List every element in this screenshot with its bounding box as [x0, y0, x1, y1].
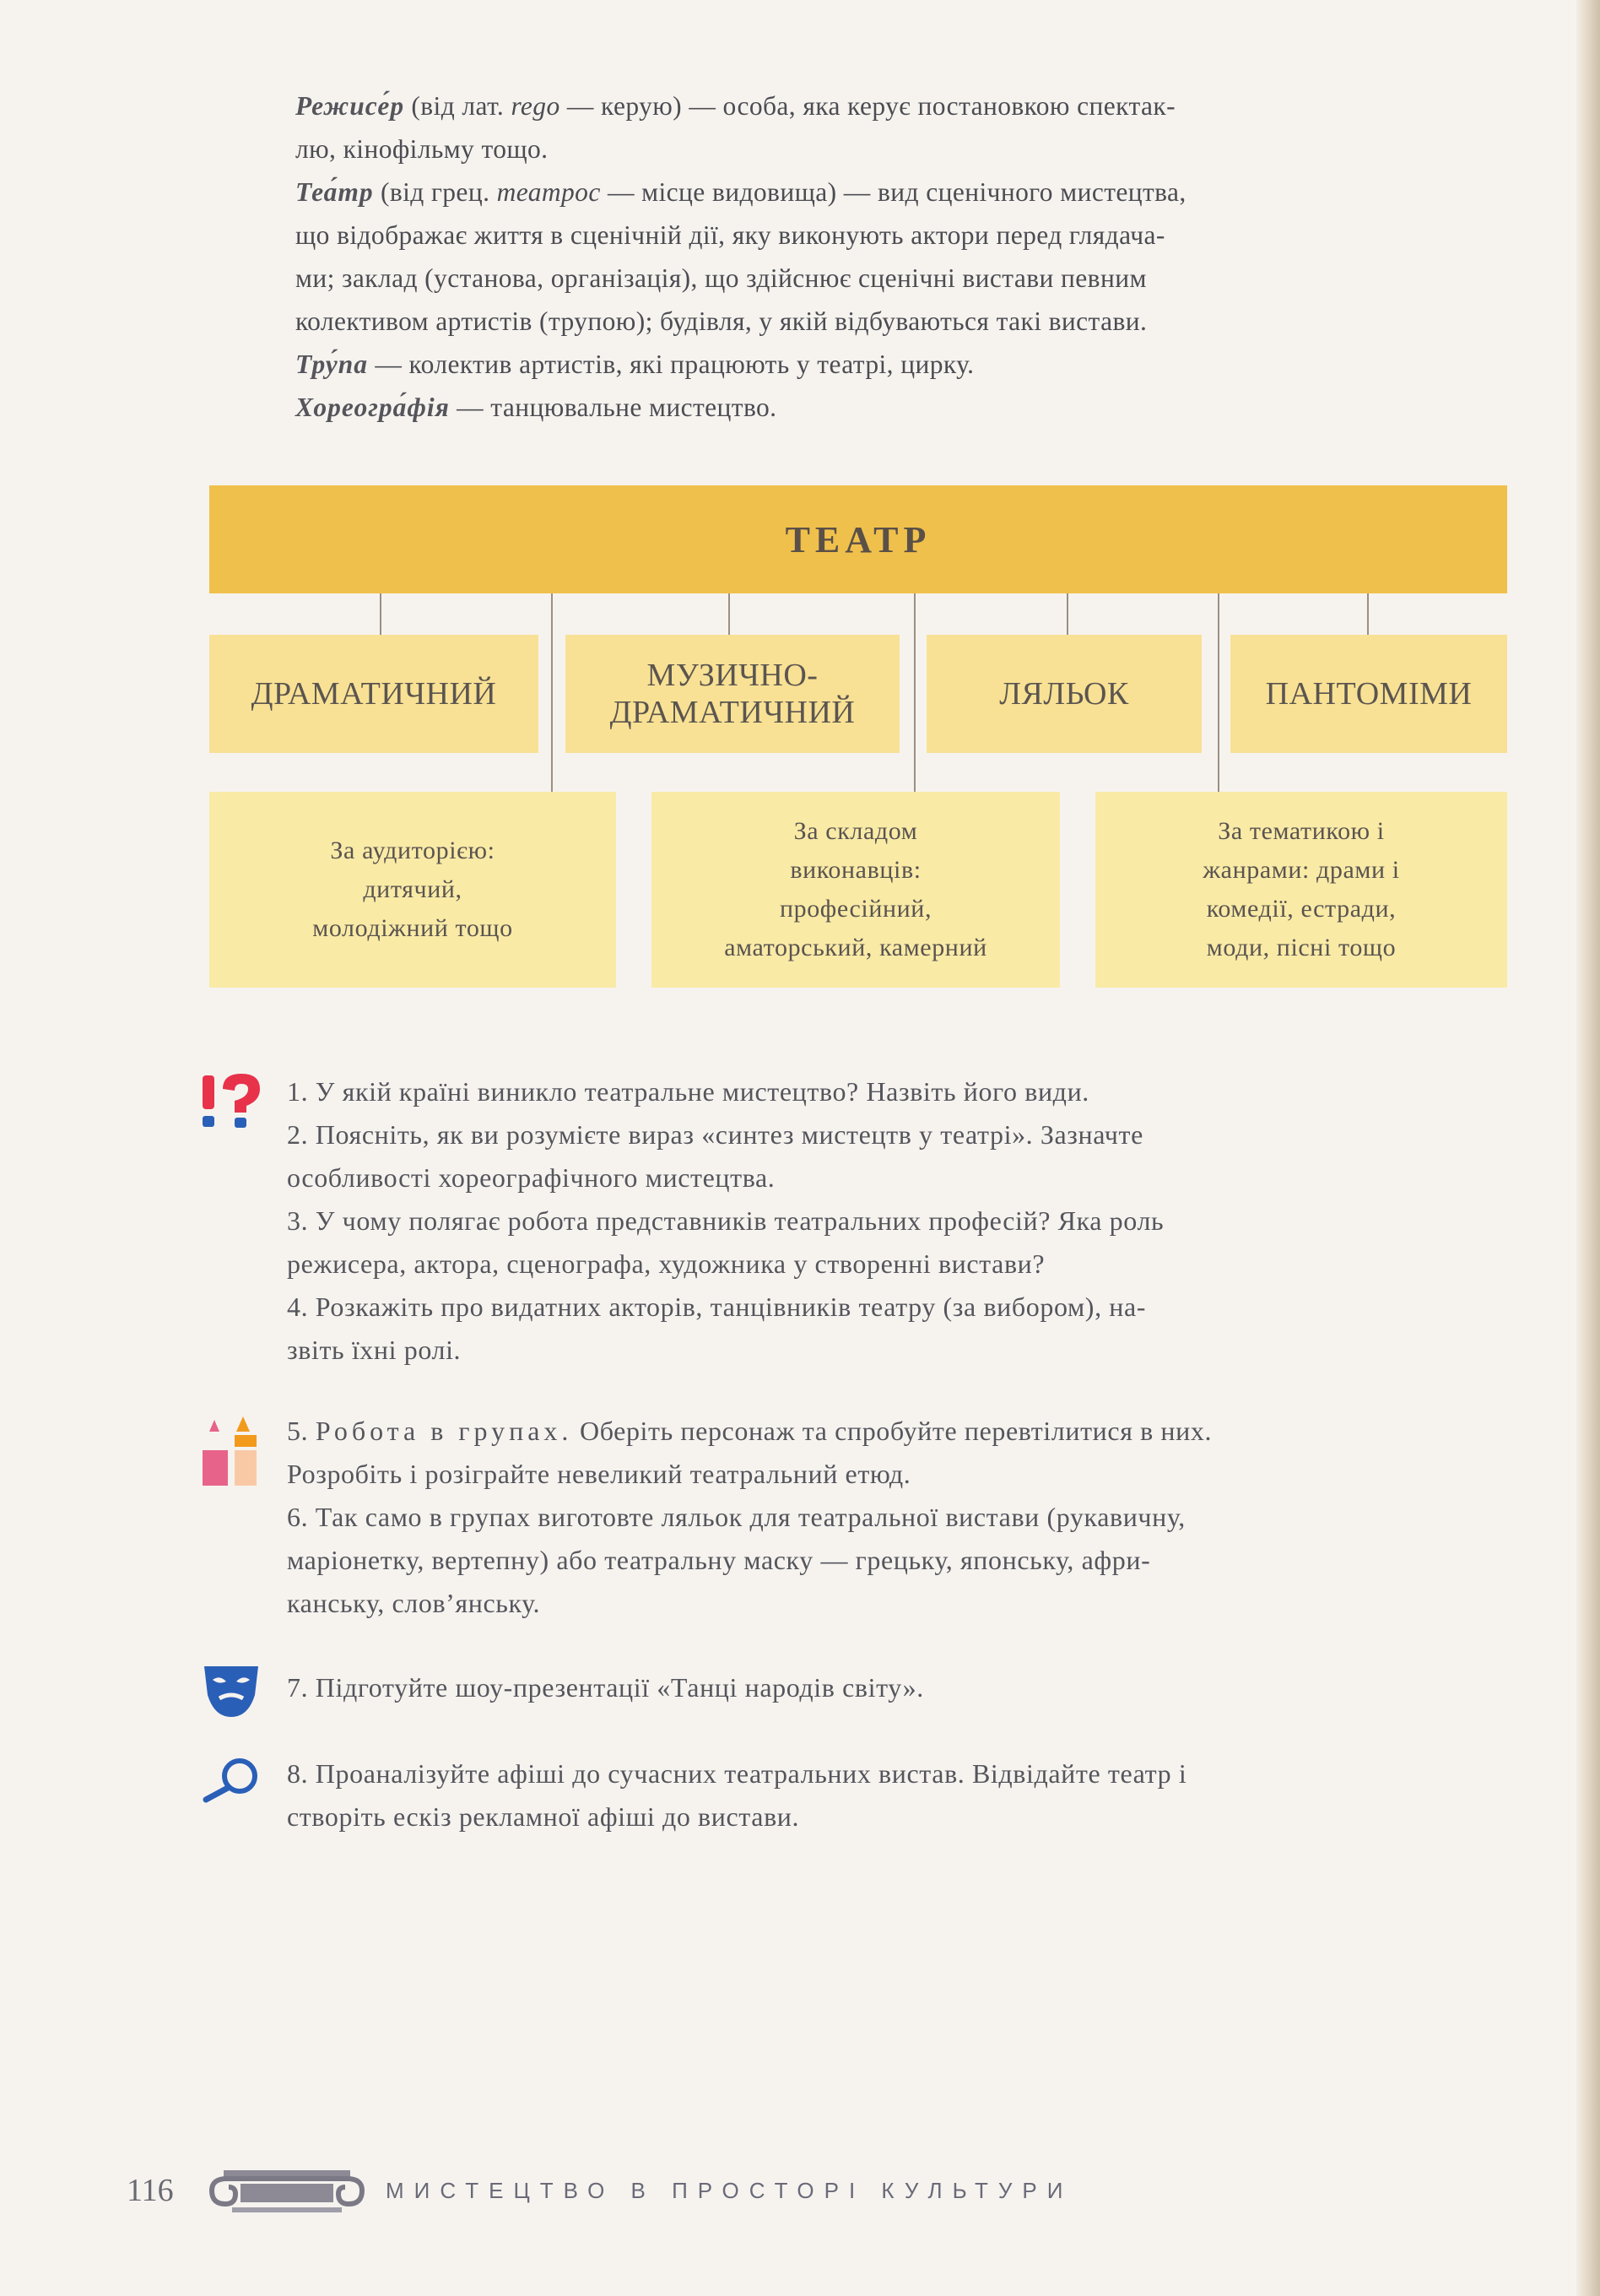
question-exclamation-icon: [199, 1072, 270, 1133]
page-number: 116: [127, 2173, 174, 2208]
task-5-cont: Розробіть і розіграйте невеликий театральний етюд.: [287, 1459, 911, 1489]
glossary-term: Тру́па: [295, 349, 369, 379]
task-6-cont2: канську, слов’янську.: [287, 1588, 541, 1618]
classification-performers: За складом виконавців: професійний, аматорський, камерний: [651, 792, 1060, 988]
task-8-cont: створіть ескіз рекламної афіші до вистави.: [287, 1801, 800, 1832]
glossary-term: Режисе́р: [295, 91, 405, 121]
type-musical-dramatic: МУЗИЧНО- ДРАМАТИЧНИЙ: [565, 635, 900, 753]
glossary-entry-theatre: Теа́тр (від грец. театрос — місце видовища) — вид сценічного мистецтва, що відображає життя в сценічній дії, яку виконують актори перед глядача- ми; заклад (установа, організація), що здійснює сценічні вистави певним колективом артистів (трупою); будівля, у якій відбуваються такі вистави.: [295, 177, 1186, 336]
connector-line: [551, 593, 553, 792]
connector-line: [914, 593, 916, 792]
text-line: ми; заклад (установа, організація), що здійснює сценічні вистави певним: [295, 263, 1147, 293]
glossary-term: Хореогра́фія: [295, 393, 450, 422]
task-5: 5. Робота в групах. Оберіть персонаж та спробуйте перевтілитися в них.: [287, 1416, 1213, 1446]
type-pantomime: ПАНТОМІМИ: [1230, 635, 1507, 753]
connector-line: [728, 593, 730, 635]
page-footer: [127, 2165, 1224, 2216]
glossary-entry-choreography: Хореогра́фія — танцювальне мистецтво.: [295, 393, 777, 422]
question-2: 2. Поясніть, як ви розумієте вираз «синтез мистецтв у театрі». Зазначте: [287, 1119, 1143, 1150]
magnifier-icon: [201, 1756, 265, 1803]
connector-line: [1067, 593, 1068, 635]
question-4: 4. Розкажіть про видатних акторів, танцівників театру (за вибором), на-: [287, 1292, 1147, 1322]
pencils-icon: [199, 1416, 267, 1491]
text-line: що відображає життя в сценічній дії, яку виконують актори перед глядача-: [295, 220, 1165, 250]
glossary-entry-troupe: Тру́па — колектив артистів, які працюють у театрі, цирку.: [295, 349, 975, 379]
group-work-label: Робота в групах.: [315, 1416, 573, 1446]
theatre-mask-icon: [201, 1661, 262, 1720]
classification-audience: За аудиторією: дитячий, молодіжний тощо: [209, 792, 616, 988]
question-3-cont: режисера, актора, сценографа, художника у створенні вистави?: [287, 1248, 1046, 1279]
type-dramatic: ДРАМАТИЧНИЙ: [209, 635, 538, 753]
connector-line: [1367, 593, 1369, 635]
questions-block: [287, 1070, 1511, 1372]
page-edge-shadow: [1576, 0, 1600, 2296]
task-6: 6. Так само в групах виготовте ляльок для театральної вистави (рукавичну,: [287, 1502, 1186, 1532]
glossary: [295, 84, 1511, 429]
connector-line: [1218, 593, 1219, 792]
column-ornament-icon: [207, 2165, 367, 2216]
glossary-entry-director: Режисе́р (від лат. rego — керую) — особа, яка керує постановкою спектак- лю, кінофільму тощо.: [295, 91, 1176, 164]
text-line: колективом артистів (трупою); будівля, у якій відбуваються такі вистави.: [295, 306, 1148, 336]
task-6-cont: маріонетку, вертепну) або театральну маску — грецьку, японську, афри-: [287, 1545, 1151, 1575]
question-3: 3. У чому полягає робота представників театральних професій? Яка роль: [287, 1205, 1165, 1236]
diagram-title: ТЕАТР: [209, 485, 1507, 593]
connector-line: [380, 593, 381, 635]
classification-genres: За тематикою і жанрами: драми і комедії, естради, моди, пісні тощо: [1095, 792, 1507, 988]
footer-title: МИСТЕЦТВО В ПРОСТОРІ КУЛЬТУРИ: [386, 2177, 1073, 2203]
presentation-block: [287, 1666, 1511, 1709]
task-8: 8. Проаналізуйте афіші до сучасних театральних вистав. Відвідайте театр і: [287, 1758, 1187, 1789]
glossary-theatre-cont: [295, 220, 1165, 336]
creative-block: [287, 1410, 1511, 1625]
question-2-cont: особливості хореографічного мистецтва.: [287, 1162, 776, 1193]
task-7: 7. Підготуйте шоу-презентації «Танці народів світу».: [287, 1672, 924, 1703]
question-4-cont: звіть їхні ролі.: [287, 1335, 462, 1365]
type-puppet: ЛЯЛЬОК: [927, 635, 1202, 753]
research-block: [287, 1752, 1511, 1838]
question-1: 1. У якій країні виникло театральне мистецтво? Назвіть його види.: [287, 1076, 1089, 1107]
glossary-term: Теа́тр: [295, 177, 374, 207]
